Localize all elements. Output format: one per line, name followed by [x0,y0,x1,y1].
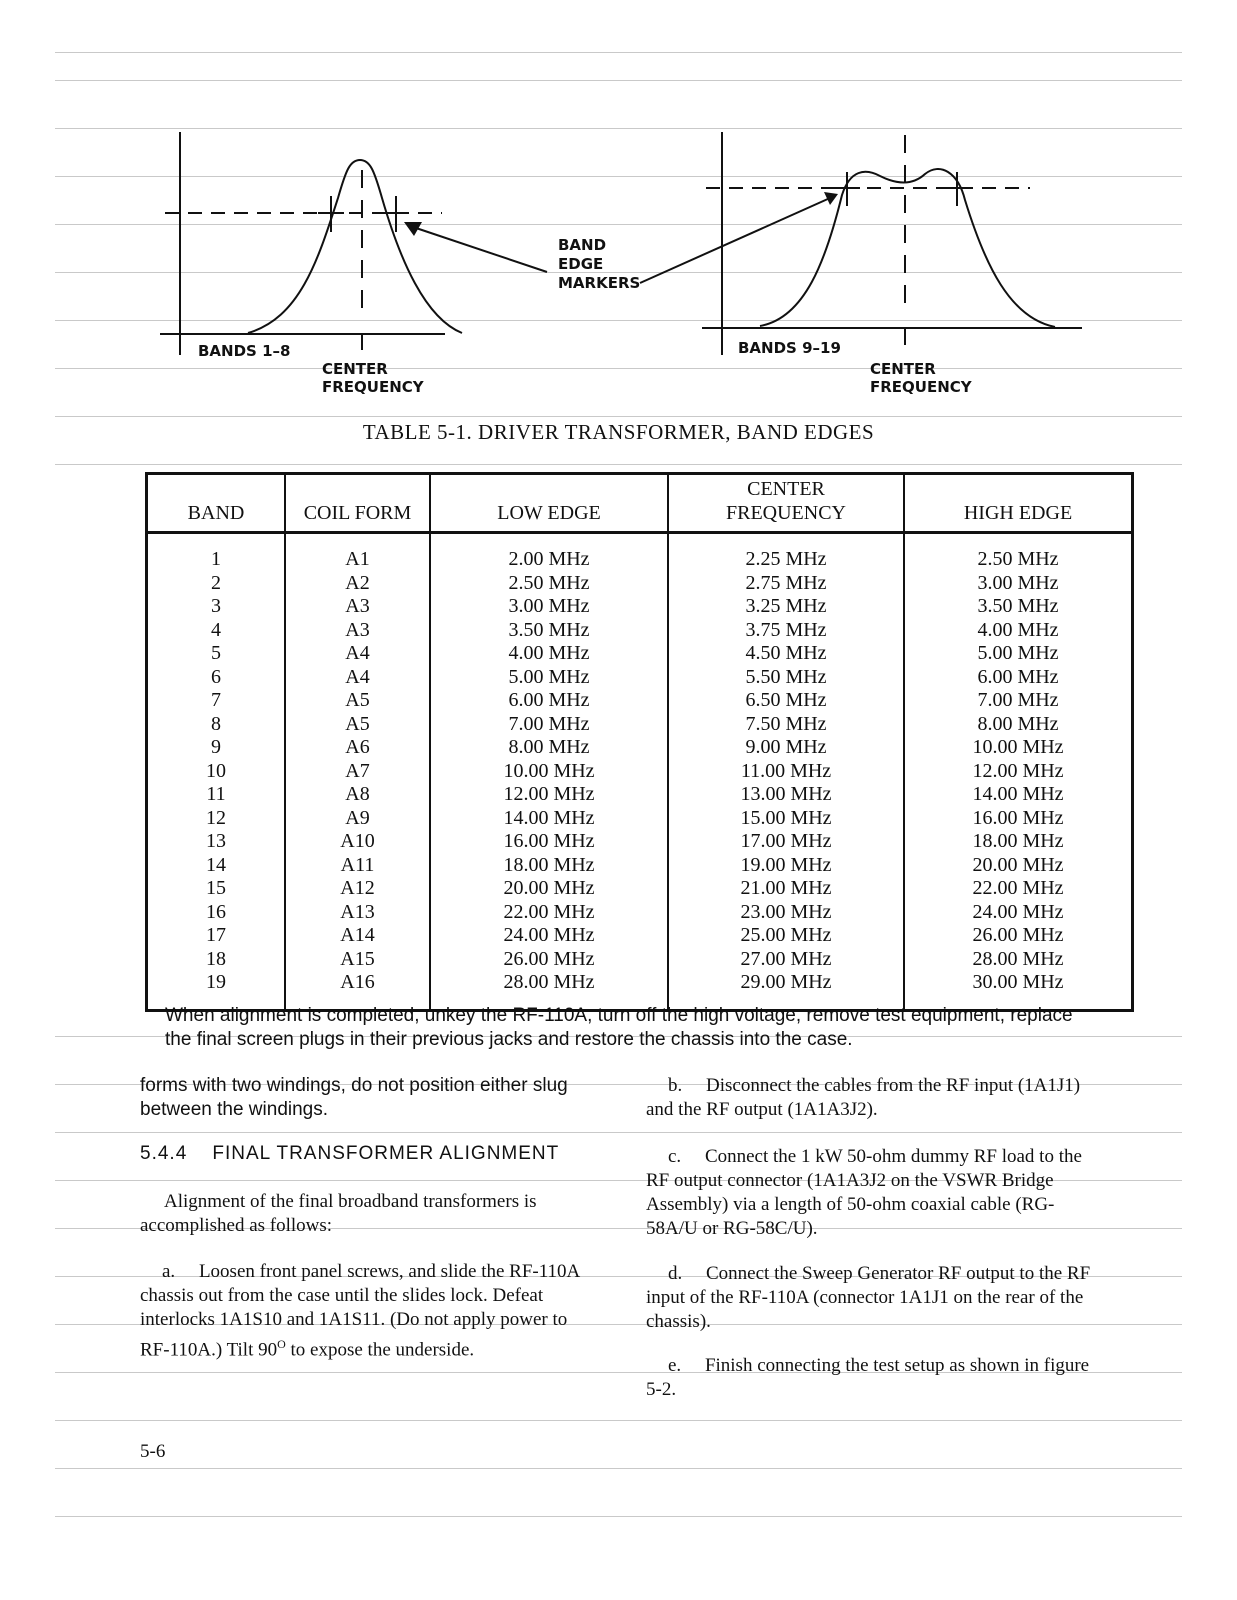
cell-coil-form: A6 [285,736,430,760]
cell-high-edge: 28.00 MHz [904,948,1133,972]
cell-center-frequency: 29.00 MHz [668,971,904,995]
cell-center-frequency: 2.75 MHz [668,572,904,596]
cell-low-edge: 14.00 MHz [430,807,668,831]
left-center-label-line1: CENTER [322,360,388,378]
table-row [147,713,1133,737]
cell-high-edge: 22.00 MHz [904,877,1133,901]
step-c-text: Connect the 1 kW 50-ohm dummy RF load to the RF output connector (1A1A3J2 on the VSWR Bridge Assembly) via a length of 50-ohm coaxial cable (RG-58A/U or RG-58C/U). [646,1146,1082,1239]
cell-band: 7 [211,689,221,711]
left-marker-pointer [413,227,547,272]
step-e [646,1354,1101,1402]
left-center-label-line2: FREQUENCY [322,378,424,396]
table-row [147,619,1133,643]
cell-coil-form: A5 [285,713,430,737]
table-row [147,760,1133,784]
header-center-frequency [668,474,904,533]
header-coil-form: COIL FORM [285,474,430,533]
cell-center-frequency: 6.50 MHz [668,689,904,713]
left-panel-label: BANDS 1–8 [198,342,291,360]
cell-low-edge: 26.00 MHz [430,948,668,972]
header-band: BAND [147,474,286,533]
table-caption: TABLE 5-1. DRIVER TRANSFORMER, BAND EDGES [362,420,875,444]
step-d [646,1262,1101,1334]
cell-coil-form: A7 [285,760,430,784]
cell-low-edge: 6.00 MHz [430,689,668,713]
cell-low-edge: 2.00 MHz [430,548,668,572]
cell-coil-form: A12 [285,877,430,901]
header-low-edge: LOW EDGE [430,474,668,533]
left-low-edge-marker [318,196,344,232]
cell-low-edge: 24.00 MHz [430,924,668,948]
step-b-letter: b. [668,1075,683,1096]
table-row [147,971,1133,995]
cell-band: 13 [206,830,226,852]
band-edges-table [145,472,1134,1012]
cell-coil-form: A3 [285,619,430,643]
header-center-line2: FREQUENCY [725,502,846,524]
page-rule [55,464,1182,465]
cell-coil-form: A15 [285,948,430,972]
cell-center-frequency: 13.00 MHz [668,783,904,807]
cell-band: 3 [211,595,221,617]
table-row [147,783,1133,807]
cell-high-edge: 5.00 MHz [904,642,1133,666]
section-heading [140,1142,600,1166]
band-edge-diagram [0,0,1237,410]
cell-band: 2 [211,571,221,594]
cell-low-edge: 16.00 MHz [430,830,668,854]
marker-label-line1: BAND [558,236,607,254]
cell-high-edge: 20.00 MHz [904,854,1133,878]
cell-low-edge: 5.00 MHz [430,666,668,690]
page-rule [55,416,1182,417]
cell-coil-form: A8 [285,783,430,807]
cell-band: 10 [206,759,226,782]
degree-symbol: O [277,1337,286,1351]
table-row [147,642,1133,666]
right-response-curve [760,169,1055,327]
cell-center-frequency: 2.25 MHz [668,548,904,572]
cell-coil-form: A3 [285,595,430,619]
cell-coil-form: A4 [285,666,430,690]
table-row [147,689,1133,713]
cell-low-edge: 3.00 MHz [430,595,668,619]
cell-band: 9 [211,736,221,758]
cell-high-edge: 4.00 MHz [904,619,1133,643]
right-center-label-line1: CENTER [870,360,936,378]
table-body [147,533,1133,1011]
cell-center-frequency: 23.00 MHz [668,901,904,925]
cell-low-edge: 28.00 MHz [430,971,668,995]
marker-label-line3: MARKERS [558,274,641,292]
cell-high-edge: 6.00 MHz [904,666,1133,690]
table-header-row [147,474,1133,533]
right-low-edge-marker [834,172,860,206]
cell-coil-form: A1 [285,548,430,572]
cell-center-frequency: 25.00 MHz [668,924,904,948]
table-row [147,924,1133,948]
step-c-letter: c. [668,1146,682,1167]
cell-low-edge: 12.00 MHz [430,783,668,807]
cell-center-frequency: 9.00 MHz [668,736,904,760]
cell-high-edge: 24.00 MHz [904,901,1133,925]
cell-center-frequency: 15.00 MHz [668,807,904,831]
cell-coil-form: A11 [285,854,430,878]
cell-low-edge: 8.00 MHz [430,736,668,760]
cell-center-frequency: 3.25 MHz [668,595,904,619]
step-e-text: Finish connecting the test setup as shown in figure 5-2. [646,1355,1090,1400]
page-number: 5-6 [140,1441,166,1462]
page-rule [55,1468,1182,1469]
left-high-edge-marker [383,196,409,232]
step-b-text: Disconnect the cables from the RF input (1A1J1) and the RF output (1A1A3J2). [646,1075,1081,1120]
table-row [147,877,1133,901]
table-row [147,572,1133,596]
continuation-text: forms with two windings, do not position either slug between the windings. [140,1075,568,1120]
left-response-curve [248,160,462,333]
step-d-text: Connect the Sweep Generator RF output to the RF input of the RF-110A (connector 1A1J1 on the rear of the chassis). [646,1263,1091,1332]
cell-low-edge: 22.00 MHz [430,901,668,925]
cell-high-edge: 3.50 MHz [904,595,1133,619]
cell-center-frequency: 3.75 MHz [668,619,904,643]
cell-low-edge: 2.50 MHz [430,572,668,596]
cell-center-frequency: 17.00 MHz [668,830,904,854]
cell-coil-form: A9 [285,807,430,831]
cell-high-edge: 16.00 MHz [904,807,1133,831]
table-row [147,830,1133,854]
completion-note: When alignment is completed, unkey the RF-110A, turn off the high voltage, remove test equipment, replace the final screen plugs in their previous jacks and restore the chassis into the case. [165,1005,1073,1050]
cell-coil-form: A13 [285,901,430,925]
cell-low-edge: 7.00 MHz [430,713,668,737]
cell-high-edge: 12.00 MHz [904,760,1133,784]
section-intro: Alignment of the final broadband transformers is accomplished as follows: [140,1191,537,1236]
cell-coil-form: A5 [285,689,430,713]
cell-high-edge: 3.00 MHz [904,572,1133,596]
table-spacer-row [147,533,1133,549]
right-panel-label: BANDS 9–19 [738,339,841,357]
table-row [147,736,1133,760]
table-row [147,595,1133,619]
cell-band: 5 [211,642,221,664]
cell-center-frequency: 21.00 MHz [668,877,904,901]
cell-low-edge: 3.50 MHz [430,619,668,643]
cell-coil-form: A16 [285,971,430,995]
cell-high-edge: 7.00 MHz [904,689,1133,713]
cell-center-frequency: 11.00 MHz [668,760,904,784]
step-b [646,1074,1091,1122]
cell-center-frequency: 4.50 MHz [668,642,904,666]
table-row [147,548,1133,572]
right-pointer-arrowhead [824,192,838,205]
step-c [646,1145,1101,1241]
cell-coil-form: A4 [285,642,430,666]
section-number: 5.4.4 [140,1143,188,1164]
page-rule [55,1132,1182,1133]
step-a-text: Loosen front panel screws, and slide the RF-110A chassis out from the case until the slides lock. Defeat interlocks 1A1S10 and 1A1S11. (Do not apply power to RF-110A.) Tilt 90 [140,1261,580,1361]
step-a-letter: a. [162,1261,176,1282]
page-rule [55,1420,1182,1421]
cell-band: 16 [206,900,226,923]
header-high-edge: HIGH EDGE [904,474,1133,533]
cell-high-edge: 14.00 MHz [904,783,1133,807]
cell-high-edge: 30.00 MHz [904,971,1133,995]
cell-low-edge: 4.00 MHz [430,642,668,666]
table-row [147,666,1133,690]
cell-coil-form: A10 [285,830,430,854]
cell-coil-form: A2 [285,572,430,596]
cell-low-edge: 20.00 MHz [430,877,668,901]
cell-high-edge: 2.50 MHz [904,548,1133,572]
step-d-letter: d. [668,1263,683,1284]
right-marker-pointer [640,198,830,283]
cell-band: 1 [211,548,221,570]
cell-low-edge: 10.00 MHz [430,760,668,784]
cell-high-edge: 10.00 MHz [904,736,1133,760]
cell-band: 19 [206,971,226,993]
cell-low-edge: 18.00 MHz [430,854,668,878]
cell-high-edge: 26.00 MHz [904,924,1133,948]
header-center-line1: CENTER [747,478,825,500]
cell-center-frequency: 5.50 MHz [668,666,904,690]
cell-band: 12 [206,806,226,829]
cell-center-frequency: 27.00 MHz [668,948,904,972]
right-center-label-line2: FREQUENCY [870,378,972,396]
table-row [147,854,1133,878]
step-e-letter: e. [668,1355,682,1376]
page-rule [55,1516,1182,1517]
cell-coil-form: A14 [285,924,430,948]
step-a [140,1260,592,1362]
section-title: FINAL TRANSFORMER ALIGNMENT [212,1143,560,1164]
cell-band: 18 [206,947,226,970]
cell-center-frequency: 19.00 MHz [668,854,904,878]
cell-band: 4 [211,618,221,641]
cell-center-frequency: 7.50 MHz [668,713,904,737]
table-row [147,807,1133,831]
cell-band: 15 [206,877,226,899]
cell-band: 17 [206,924,226,946]
cell-band: 14 [206,853,226,876]
marker-label-line2: EDGE [558,255,604,273]
cell-high-edge: 8.00 MHz [904,713,1133,737]
cell-band: 6 [211,665,221,688]
table-row [147,901,1133,925]
step-a-end: to expose the underside. [285,1339,475,1361]
cell-band: 11 [206,783,226,805]
cell-high-edge: 18.00 MHz [904,830,1133,854]
table-row [147,948,1133,972]
cell-band: 8 [211,712,221,735]
